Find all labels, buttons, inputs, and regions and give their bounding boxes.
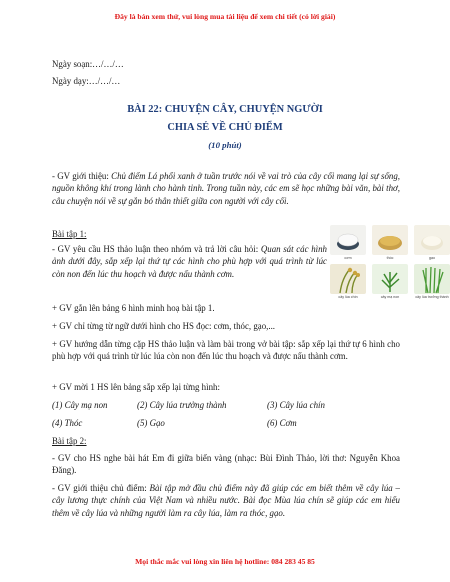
order-item-2: (2) Cây lúa trưởng thành xyxy=(137,400,227,410)
hotline-lead: Mọi thắc mắc vui lòng xin liên hệ hotline: xyxy=(135,557,272,566)
bt2-intro xyxy=(52,482,400,519)
ma-non-image xyxy=(372,264,408,294)
order-row-1 xyxy=(52,399,400,411)
hotline-banner xyxy=(0,557,450,566)
bt2-heading: Bài tập 2: xyxy=(52,436,87,446)
caption-gao: gạo xyxy=(429,256,435,260)
thoc-image xyxy=(372,225,408,255)
bt1-step-2: + GV gắn lên bảng 6 hình minh hoạ bài tập 1. xyxy=(52,303,215,313)
bt1-question xyxy=(52,243,327,280)
bt1-step-4: + GV hướng dẫn từng cặp HS thảo luận và làm bài trong vở bài tập: sắp xếp lại thứ tự 6 hình cho phù hợp với quá trình từ lúc lúa còn non đến lúc thu hoạch và được nấu thành cơm. xyxy=(52,339,400,362)
bt1-step-5: + GV mời 1 HS lên bảng sắp xếp lại từng hình: xyxy=(52,382,220,392)
bt1-question-lead: - GV yêu cầu HS thảo luận theo nhóm và trả lời câu hỏi: xyxy=(52,244,261,254)
lesson-title: BÀI 22: CHUYỆN CÂY, CHUYỆN NGƯỜI xyxy=(127,104,323,115)
com-image xyxy=(330,225,366,255)
caption-ma-non: cây mạ non xyxy=(380,295,400,299)
bt2-intro-lead: - GV giới thiệu chủ điểm: xyxy=(52,483,150,493)
preview-banner: Đây là bản xem thử, vui lòng mua tài liệu để xem chi tiết (có lời giải) xyxy=(114,12,336,21)
caption-com: cơm xyxy=(344,256,352,260)
ngay-day: Ngày dạy:…/…/… xyxy=(52,76,121,86)
bt1-heading: Bài tập 1: xyxy=(52,229,87,239)
hotline-number: 084 283 45 85 xyxy=(271,557,315,566)
caption-lua-truong-thanh: cây lúa trưởng thành xyxy=(415,295,449,299)
bt1-question-body: Quan sát các hình ảnh dưới đây, sắp xếp lại thứ tự các hình cho phù hợp với quá trình từ lúc còn non đến lúc thu hoạch và được nấu thành cơm. xyxy=(52,244,327,279)
caption-lua-chin: cây lúa chín xyxy=(338,295,358,299)
theme-title: CHIA SẺ VỀ CHỦ ĐIỂM xyxy=(167,122,283,133)
order-item-4: (4) Thóc xyxy=(52,418,83,428)
order-item-6: (6) Cơm xyxy=(267,418,297,428)
lua-chin-image xyxy=(330,264,366,294)
order-item-1: (1) Cây mạ non xyxy=(52,400,108,410)
bt1-step-3: + GV chỉ từng từ ngữ dưới hình cho HS đọc: cơm, thóc, gạo,... xyxy=(52,321,276,331)
caption-thoc: thóc xyxy=(386,256,394,260)
gao-image xyxy=(414,225,450,255)
lua-truong-thanh-image xyxy=(414,264,450,294)
intro-body: Chủ điểm Lá phổi xanh ở tuần trước nói về vai trò của cây cối mang lại sự sống, nguồn không khí trong lành cho hành tinh. Trong tuần này, các em sẽ học những bài văn, bài thơ, câu chuyện nói về sự gắn bó thân thiết giữa con người với cây cối. xyxy=(52,171,400,206)
bt2-song: - GV cho HS nghe bài hát Em đi giữa biển vàng (nhạc: Bùi Đình Thảo, lời thơ: Nguyễn Khoa Đăng). xyxy=(52,453,400,476)
order-row-2 xyxy=(52,417,400,429)
intro-lead: - GV giới thiệu: xyxy=(52,171,112,181)
ngay-soan: Ngày soạn:…/…/… xyxy=(52,59,124,69)
order-item-3: (3) Cây lúa chín xyxy=(267,400,325,410)
intro-paragraph xyxy=(52,170,400,207)
order-item-5: (5) Gạo xyxy=(137,418,165,428)
bt2-intro-body: Bài tập mở đầu chủ điểm này đã giúp các em biết thêm về cây lúa – cây lương thực chính của Việt Nam và nhiều nước. Bài đọc Mùa lúa chín sẽ giúp các em hiểu thêm về cây lúa và những người làm ra cây lúa, làm ra thóc, gạo. xyxy=(52,483,400,518)
duration: (10 phút) xyxy=(208,140,242,150)
